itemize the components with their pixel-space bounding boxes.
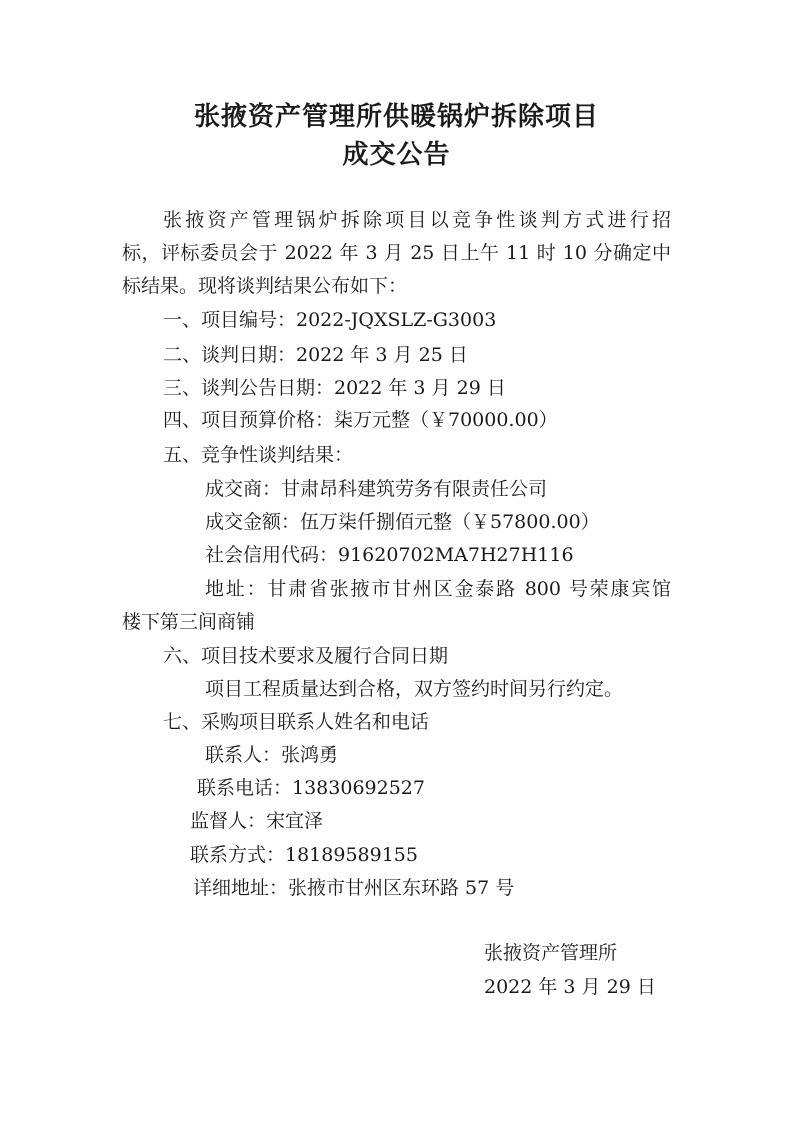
- announcement-date: 三、谈判公告日期：2022 年 3 月 29 日: [163, 377, 506, 399]
- contact-heading: 七、采购项目联系人姓名和电话: [163, 711, 430, 733]
- contact-phone: 联系电话：13830692527: [197, 777, 425, 799]
- supplier-name: 成交商：甘肃昂科建筑劳务有限责任公司: [205, 478, 548, 500]
- supplier-address: 地址：甘肃省张掖市甘州区金泰路 800 号荣康宾馆: [205, 578, 671, 600]
- intro-line-3: 标结果。现将谈判结果公布如下：: [122, 275, 408, 297]
- deal-amount: 成交金额：伍万柒仟捌佰元整（￥57800.00）: [205, 511, 600, 533]
- document-title: 张掖资产管理所供暖锅炉拆除项目: [193, 102, 599, 132]
- intro-line-1: 张掖资产管理锅炉拆除项目以竞争性谈判方式进行招: [163, 209, 671, 231]
- credit-code: 社会信用代码：91620702MA7H27H116: [205, 544, 574, 566]
- signature-date: 2022 年 3 月 29 日: [484, 976, 656, 998]
- signature-org: 张掖资产管理所: [484, 942, 618, 964]
- budget-price: 四、项目预算价格：柒万元整（￥70000.00）: [163, 409, 558, 431]
- intro-line-2: 标，评标委员会于 2022 年 3 月 25 日上午 11 时 10 分确定中: [122, 242, 671, 264]
- project-number: 一、项目编号：2022-JQXSLZ-G3003: [163, 309, 497, 331]
- supplier-address-cont: 楼下第三间商铺: [122, 611, 256, 633]
- supervisor-phone: 联系方式：18189589155: [190, 844, 418, 866]
- detail-address: 详细地址：张掖市甘州区东环路 57 号: [193, 877, 515, 899]
- contact-person: 联系人：张鸿勇: [205, 744, 339, 766]
- result-heading: 五、竞争性谈判结果：: [163, 444, 354, 466]
- supervisor: 监督人：宋宜泽: [190, 810, 324, 832]
- tech-detail: 项目工程质量达到合格，双方签约时间另行约定。: [205, 678, 624, 700]
- negotiation-date: 二、谈判日期：2022 年 3 月 25 日: [163, 344, 468, 366]
- tech-heading: 六、项目技术要求及履行合同日期: [163, 645, 449, 667]
- document-subtitle: 成交公告: [342, 140, 451, 170]
